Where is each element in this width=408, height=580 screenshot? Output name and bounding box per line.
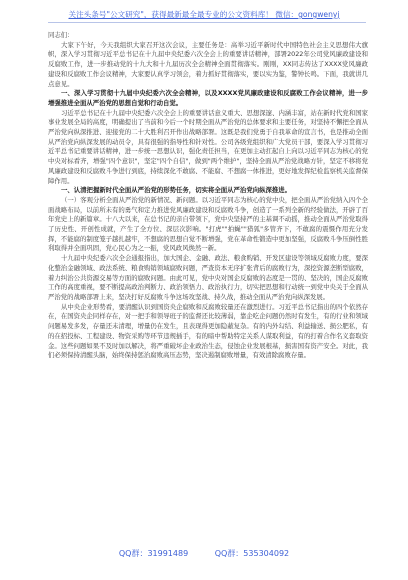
section-heading-1: 一、深入学习贯彻十九届中央纪委六次全会精神，以及XXXX党风廉政建设和反腐败工作会议精神，进一步增强推进全面从严治党的思想自觉和行动自觉。 bbox=[48, 89, 368, 107]
document-body bbox=[48, 31, 368, 361]
paragraph-speech-significance: 习近平总书记在十九届中央纪委六次全会上的重要讲话意义重大、思想深邃、内涵丰富，站在新时代党和国家事业发展全局的高度，明确提出了当前和今后一个时期全面从严治党的总体要求和主要任务，对坚持不懈把全面从严治党向纵深推进、迎接党的二十大胜利召开作出战略部署。这既是我们党勇于自我革命的宣言书，也是推动全面从严治党向纵深发展的动员令，具有很强的指导性和针对性。公司各级党组织和广大党员干部，要深入学习贯彻习近平总书记重要讲话精神，进一步统一思想认识，强化责任担当，在更加主动扛起自上向以习近平同志为核心的党中央对标看齐，增强"四个意识"，坚定"四个自信"，做到"两个维护"，坚持全面从严治党战略方针，坚定不移将党风廉政建设和反腐败斗争进行到底，持续深化不敢腐、不能腐、不想腐一体推进，更好地发挥纪检监察机关监督保障作用。 bbox=[48, 108, 368, 185]
qq-group-1[interactable]: QQ群：31991489 bbox=[118, 549, 189, 558]
paragraph-intro: 大家下午好，今天我组织大家召开这次会议，主要任务是：高举习近平新时代中国特色社会主义思想伟大旗帜，深入学习贯彻习近平总书记在十九届中央纪委六次全会上的重要讲话精神，部署2022年公司党风廉政建设和反腐败工作，进一步推动党的十九大和十九届历次全会精神全面贯彻落实。刚刚，XX同志传达了XXXX党风廉政建设和反腐败工作会议精神，大家要认真学习领会，着力抓好贯彻落实，要以实为鉴，警钟长鸣。下面，我就讲几点意见。 bbox=[48, 40, 368, 88]
paragraph-new-situation: （一）客观分析全面从严治党的新情况、新问题。以习近平同志为核心的党中央，把全面从严治党纳入四个全面战略布局，以前所未有的勇气和定力推进党风廉政建设和反腐败斗争，创造了一系列全新的经验做法，开辟了百年党史上的新篇章。十八大以来，在总书记的亲自带领下，党中央坚持严的主基调不动摇，推动全面从严治党取得了历史性、开创性成就，产生了全方位、深层次影响。"打虎""拍蝇""猎狐"多管齐下，不敢腐的震慑作用充分发挥，不能腐的制度笼子越扎越牢，不想腐的思想自觉不断增强，党在革命性锻造中更加坚强，反腐败斗争压倒性胜利取得并全面巩固，党心民心为之一振，党风政风焕然一新。 bbox=[48, 195, 368, 253]
section-heading-2: 一、认清把握新时代全面从严治党的形势任务，切实将全面从严治党向纵深推进。 bbox=[61, 186, 292, 195]
header-divider bbox=[48, 22, 366, 23]
paragraph-plenary-report: 十九届中央纪委六次全会通报指出，加大国企、金融、政法、粮食购销、开发区建设等领域反腐败力度，要深化整治金融领域、政法系统、粮食购销领域腐败问题，严查资本无序扩张背后的腐败行为，深挖资源垄断型腐败，着力纠治公共资源交易等方面的腐败问题。由此可见，党中央对国企反腐败的态度是一贯的、坚决的，国企反腐败工作的高度重视，要不断提高政治判断力、政治领悟力、政治执行力，切实把思想和行动统一到党中央关于全面从严治党的战略部署上来，坚决打好反腐败斗争这场攻坚战、持久战，推动全面从严治党向纵深发展。 bbox=[48, 254, 368, 301]
header-banner[interactable]: 关注头条号"公文研究"，获得最新最全最专业的公文资料库！ 微信：gongwenyj bbox=[68, 10, 340, 19]
qq-group-2[interactable]: QQ群：535304092 bbox=[214, 549, 290, 558]
paragraph-central-enterprises: 从中央企业形势看，要清醒认识到国资央企腐败和反腐败较量还在激烈进行。习近平总书记指出的四个依然存在，在国资央企同样存在，对一把手和领导班子的监督还比较薄弱，靠企吃企问题仍然时有发生，有的行业和领域问题易发多发，存量还未清理，增量仍在发生，且表现得更加隐蔽复杂。有的内外勾结、利益输送、损公肥私，有的在招投标、工程建设、物资采购等环节违规插手，有的暗中帮助特定关系人谋取利益，有的打着合作名义套取资金。这些问题如果不及时加以解决，将严重破坏企业政治生态，侵蚀企业发展根基，损害国有资产安全。对此，我们必须保持清醒头脑，始终保持惩治腐败高压态势，坚决遏制腐败增量，有效清除腐败存量。 bbox=[48, 302, 368, 360]
footer-contacts bbox=[0, 548, 408, 559]
greeting: 同志们： bbox=[48, 31, 74, 39]
